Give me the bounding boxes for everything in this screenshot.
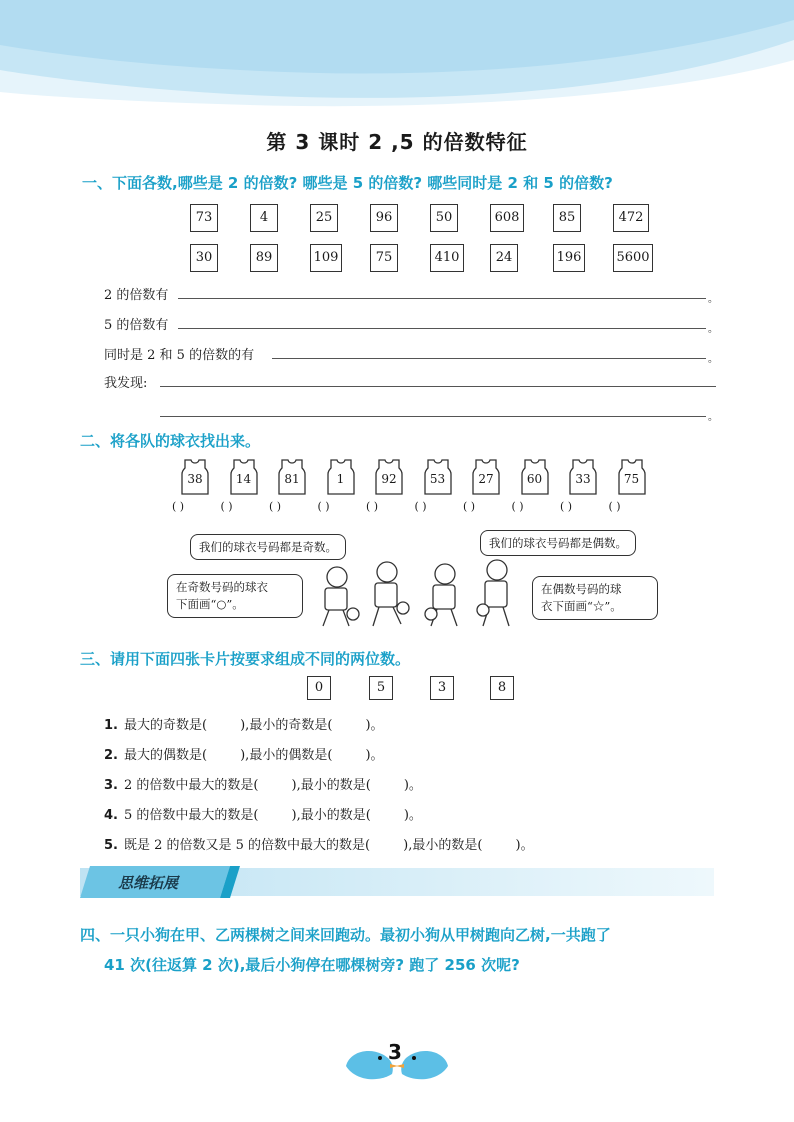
section1-heading: 一、下面各数,哪些是 2 的倍数? 哪些是 5 的倍数? 哪些同时是 2 和 5 的倍数? <box>82 174 613 192</box>
question-text: 最大的偶数是( ),最小的偶数是( )。 <box>123 748 384 763</box>
header-decoration <box>0 0 794 110</box>
speech-bubble-even: 我们的球衣号码都是偶数。 <box>480 530 636 556</box>
digit-card: 0 <box>307 676 331 700</box>
question-text: 2 的倍数中最大的数是( ),最小的数是( )。 <box>123 778 422 793</box>
answer-paren[interactable]: ( ) <box>317 500 330 513</box>
page-title: 第 3 课时 2 ,5 的倍数特征 <box>266 130 528 154</box>
answer-label-discovery: 我发现: <box>104 376 148 391</box>
answer-label-both: 同时是 2 和 5 的倍数的有 <box>104 348 255 363</box>
answer-line-multiples-of-5[interactable] <box>178 328 706 329</box>
jersey-number: 75 <box>623 472 640 486</box>
question-text: 5 的倍数中最大的数是( ),最小的数是( )。 <box>123 808 422 823</box>
section3-heading: 三、请用下面四张卡片按要求组成不同的两位数。 <box>80 650 411 668</box>
number-box: 5600 <box>613 244 653 272</box>
number-box: 410 <box>430 244 464 272</box>
number-box: 50 <box>430 204 458 232</box>
jersey-number: 60 <box>526 472 543 486</box>
banner-label: 思维拓展 <box>118 874 179 892</box>
page-number: 3 <box>388 1040 402 1064</box>
question-number: 2. <box>104 748 118 763</box>
number-box: 25 <box>310 204 338 232</box>
answer-paren[interactable]: ( ) <box>511 500 524 513</box>
number-box: 4 <box>250 204 278 232</box>
jersey-number: 92 <box>381 472 397 486</box>
answer-label-multiples-of-2: 2 的倍数有 <box>104 288 169 303</box>
number-box: 85 <box>553 204 581 232</box>
answer-line-both[interactable] <box>272 358 706 359</box>
number-box: 109 <box>310 244 342 272</box>
number-box: 196 <box>553 244 585 272</box>
instruction-note-even-line2: 衣下面画“☆”。 <box>541 599 622 613</box>
instruction-note-even-line1: 在偶数号码的球 <box>541 582 622 596</box>
section4-line2: 41 次(往返算 2 次),最后小狗停在哪棵树旁? 跑了 256 次呢? <box>104 956 520 974</box>
answer-paren[interactable]: ( ) <box>414 500 427 513</box>
digit-card: 5 <box>369 676 393 700</box>
number-box: 30 <box>190 244 218 272</box>
answer-paren[interactable]: ( ) <box>463 500 476 513</box>
digit-card: 8 <box>490 676 514 700</box>
jersey-number: 27 <box>478 472 494 486</box>
question-item <box>104 714 384 733</box>
jersey-number: 81 <box>284 472 300 486</box>
question-number: 5. <box>104 838 118 853</box>
instruction-note-odd-line2: 下面画“○”。 <box>176 597 244 611</box>
number-box: 472 <box>613 204 649 232</box>
jersey-number: 14 <box>235 472 252 486</box>
speech-bubble-odd: 我们的球衣号码都是奇数。 <box>190 534 346 560</box>
answer-line-multiples-of-2[interactable] <box>178 298 706 299</box>
answer-paren[interactable]: ( ) <box>366 500 379 513</box>
number-box: 89 <box>250 244 278 272</box>
number-box: 96 <box>370 204 398 232</box>
section2-heading: 二、将各队的球衣找出来。 <box>80 432 261 450</box>
question-number: 3. <box>104 778 118 793</box>
question-item <box>104 744 384 763</box>
instruction-note-odd-line1: 在奇数号码的球衣 <box>176 580 268 594</box>
period-mark: 。 <box>708 324 718 335</box>
period-mark: 。 <box>708 294 718 305</box>
number-box: 73 <box>190 204 218 232</box>
question-item <box>104 804 422 823</box>
period-mark: 。 <box>708 354 718 365</box>
digit-card: 3 <box>430 676 454 700</box>
jersey-number: 53 <box>429 472 446 486</box>
answer-paren[interactable]: ( ) <box>172 500 185 513</box>
instruction-note-even <box>532 576 658 620</box>
question-item <box>104 774 422 793</box>
jersey-number: 33 <box>575 472 591 486</box>
jersey-number: 1 <box>336 472 345 486</box>
answer-paren[interactable]: ( ) <box>220 500 233 513</box>
number-box: 24 <box>490 244 518 272</box>
number-box: 75 <box>370 244 398 272</box>
answer-line-discovery-2[interactable] <box>160 416 706 417</box>
question-item <box>104 834 534 853</box>
question-text: 既是 2 的倍数又是 5 的倍数中最大的数是( ),最小的数是( )。 <box>123 838 534 853</box>
question-text: 最大的奇数是( ),最小的奇数是( )。 <box>123 718 384 733</box>
answer-label-multiples-of-5: 5 的倍数有 <box>104 318 169 333</box>
period-mark: 。 <box>708 412 718 423</box>
answer-paren[interactable]: ( ) <box>560 500 573 513</box>
answer-paren[interactable]: ( ) <box>608 500 621 513</box>
section4-line1: 四、一只小狗在甲、乙两棵树之间来回跑动。最初小狗从甲树跑向乙树,一共跑了 <box>80 926 611 944</box>
number-box: 608 <box>490 204 524 232</box>
answer-paren[interactable]: ( ) <box>269 500 282 513</box>
instruction-note-odd <box>167 574 303 618</box>
jersey-number: 38 <box>187 472 203 486</box>
question-number: 1. <box>104 718 118 733</box>
question-number: 4. <box>104 808 118 823</box>
answer-line-discovery-1[interactable] <box>160 386 716 387</box>
